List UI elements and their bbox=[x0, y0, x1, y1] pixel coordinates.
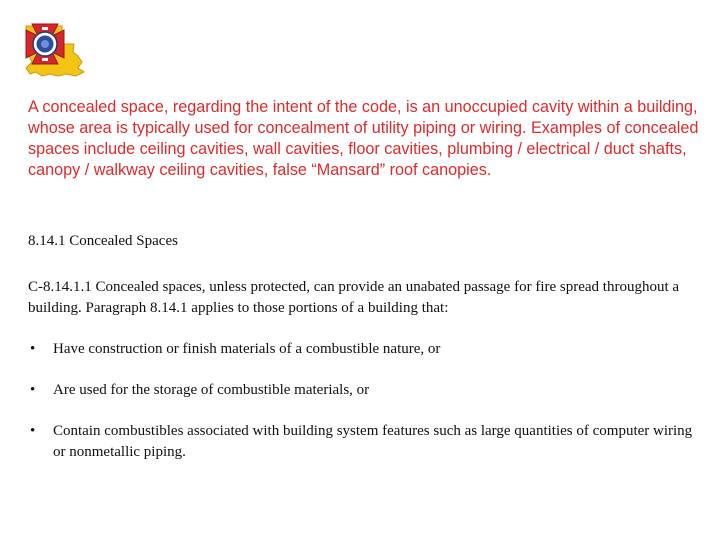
bullet-marker: • bbox=[30, 423, 36, 439]
list-item-text: Have construction or finish materials of a combustible nature, or bbox=[53, 341, 441, 357]
list-item-text: Are used for the storage of combustible materials, or bbox=[53, 382, 370, 398]
list-item bbox=[28, 421, 708, 463]
list-item bbox=[28, 380, 708, 401]
list-item-text: Contain combustibles associated with building system features such as large quantities of computer wiring or nonmetallic piping. bbox=[53, 423, 693, 460]
concealed-space-definition: A concealed space, regarding the intent of the code, is an unoccupied cavity within a building, whose area is typically used for concealment of utility piping or wiring. Examples of concealed spaces include ceiling cavities, wall cavities, floor cavities, plumbing / electrical / duct shafts, canopy / walkway ceiling cavities, false “Mansard” roof canopies. bbox=[28, 98, 699, 179]
louisiana-fire-marshal-emblem-icon bbox=[18, 18, 88, 80]
bullet-list bbox=[28, 339, 708, 483]
commentary-paragraph: C-8.14.1.1 Concealed spaces, unless protected, can provide an unabated passage for fire spread throughout a building. Paragraph 8.14.1 applies to those portions of a building that: bbox=[28, 279, 680, 316]
section-heading: 8.14.1 Concealed Spaces bbox=[28, 233, 178, 249]
list-item bbox=[28, 339, 708, 360]
bullet-marker: • bbox=[30, 382, 36, 398]
bullet-marker: • bbox=[30, 341, 36, 357]
